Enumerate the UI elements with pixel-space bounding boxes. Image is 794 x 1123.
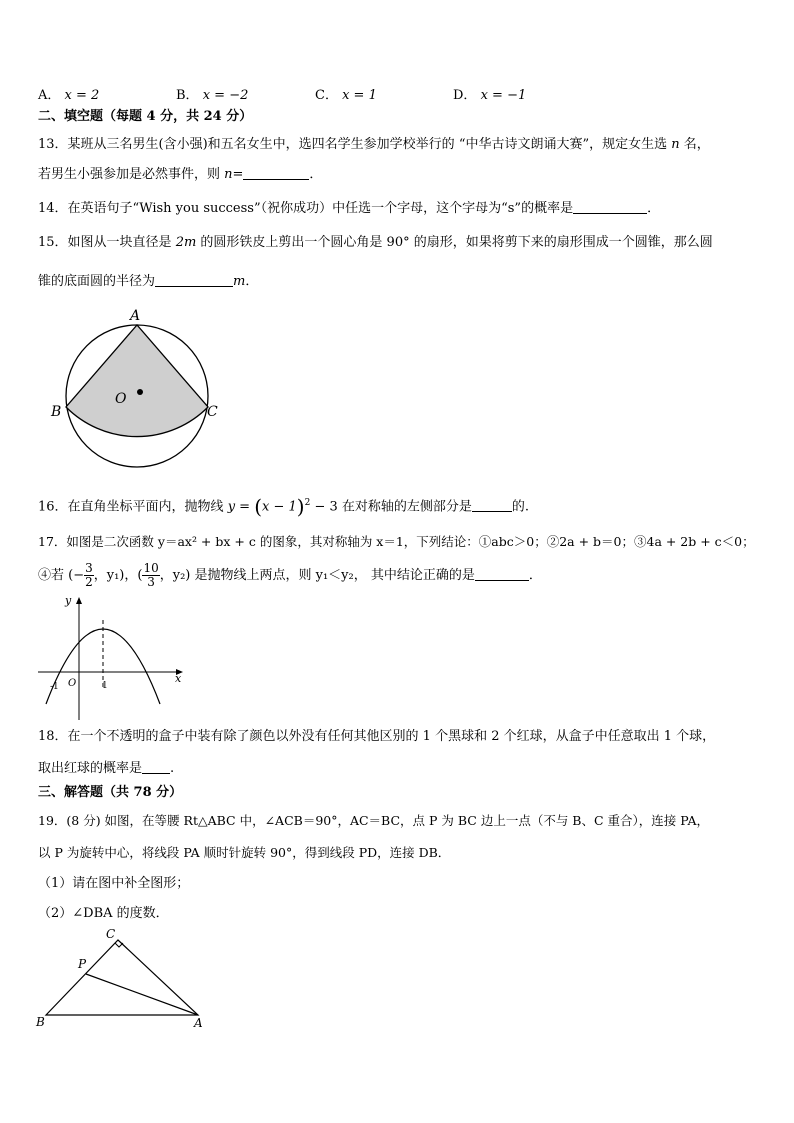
q13-text-b: 名， [679,137,710,152]
label-minus-one: -1 [50,682,59,692]
q16-line [38,494,530,519]
option-c[interactable] [315,84,377,103]
q16-text-a: 16．在直角坐标平面内，抛物线 [38,499,228,515]
parabola-curve [46,629,160,704]
center-dot [137,389,143,395]
q16-text-b: − 3 在对称轴的左侧部分是 [310,499,472,515]
q18-end: . [170,761,175,776]
label-o: O [68,678,77,689]
q17-end: ． [528,568,542,583]
q17-line2 [38,560,542,592]
right-angle-mark [115,943,123,947]
q17-figure-parabola [34,594,194,722]
q17-text-c: ，y₂) 是抛物线上两点，则 y₁＜y₂， 其中结论正确的是 [159,568,475,583]
option-a-label: A． [38,88,61,103]
q14-line [38,199,660,218]
q19-part2: （2）∠DBA 的度数． [38,906,169,921]
q19-line2: 以 P 为旋转中心，将线段 PA 顺时针旋转 90°，得到线段 PD，连接 DB． [38,845,451,860]
frac1-num: 3 [85,561,93,575]
section-title-fill-in: 二、填空题（每题 4 分，共 24 分） [38,109,253,124]
option-c-label: C． [315,88,338,103]
q13-eq: = [232,167,244,182]
option-b-label: B． [176,88,199,103]
triangle-abc [46,940,198,1015]
q19-part1: （1）请在图中补全图形； [38,876,190,891]
label-a: A [194,1016,203,1030]
label-one: 1 [102,681,108,691]
q15-text-c: 锥的底面圆的半径为 [38,274,156,289]
q15-text-b: 的圆形铁皮上剪出一个圆心角是 90° 的扇形，如果将剪下来的扇形围成一个圆锥，那么圆 [196,235,713,250]
q17-text-b: ，y₁)，( [93,568,143,583]
label-c: C [207,404,218,420]
q15-text-a: 15．如图从一块直径是 [38,235,176,250]
q15-line1 [38,234,713,252]
q13-answer-blank[interactable] [243,165,309,180]
q19-line1: 19．(8 分) 如图，在等腰 Rt△ABC 中，∠ACB＝90°，AC＝BC，点 P 为 BC 边上一点（不与 B、C 重合），连接 PA， [38,813,710,828]
q16-end: 的. [511,499,530,515]
option-c-expr: x = 1 [342,88,377,103]
label-b: B [51,404,62,420]
q13-var2: n [224,167,233,182]
q16-rparen: ) [296,494,305,519]
q18-text: 取出红球的概率是 [38,761,143,776]
q18-line2 [38,759,174,778]
sector-shape [66,325,208,437]
option-b-expr: x = −2 [202,88,249,103]
q19-figure-triangle [34,926,214,1030]
segment-pa [86,974,198,1015]
q15-figure-circle-sector [48,304,228,474]
y-axis-arrow [76,597,82,604]
q16-y: y [227,499,236,515]
frac2-num: 10 [143,561,159,575]
q13-text-c: 若男生小强参加是必然事件，则 [38,167,225,182]
q15-diameter: 2m [175,235,197,250]
label-c: C [106,927,116,941]
label-p: P [78,957,87,971]
q16-lparen: ( [254,494,263,519]
option-a[interactable] [38,84,99,103]
q15-answer-blank[interactable] [155,272,233,287]
option-d-label: D． [453,88,477,103]
q15-unit: m [233,274,246,289]
q16-square: 2 [304,498,311,508]
section-title-solve: 三、解答题（共 78 分） [38,785,183,800]
option-a-expr: x = 2 [64,88,100,103]
q15-line2 [38,272,258,291]
q18-line1: 18．在一个不透明的盒子中装有除了颜色以外没有任何其他区别的 1 个黑球和 2 个红球，从盒子中任意取出 1 个球， [38,729,716,744]
q16-eq: = [235,499,255,515]
label-o: O [115,391,127,407]
label-y: y [65,594,72,607]
q13-var: n [671,137,680,152]
q17-line1: 17．如图是二次函数 y＝ax² + bx + c 的图象，其对称轴为 x＝1，下列结论：①abc＞0；②2a + b＝0；③4a + 2b + c＜0； [38,534,755,549]
q18-answer-blank[interactable] [142,759,170,774]
q13-end: ． [309,167,323,182]
q13-text-a: 13．某班从三名男生(含小强)和五名女生中，选四名学生参加学校举行的 “中华古诗文朗诵大赛”，规定女生选 [38,137,672,152]
option-d[interactable] [453,84,526,103]
q14-text: 14．在英语句子“Wish you success”（祝你成功）中任选一个字母，这个字母为“s”的概率是 [38,201,574,216]
label-b: B [36,1015,45,1029]
option-b[interactable] [176,84,248,103]
q17-answer-blank[interactable] [475,566,529,581]
option-d-expr: x = −1 [480,88,527,103]
label-x: x [175,672,182,685]
q13-line1 [38,136,710,154]
q13-line2 [38,165,322,184]
q15-end: ． [245,274,259,289]
q14-answer-blank[interactable] [573,199,647,214]
q17-fraction-1 [84,562,94,589]
q17-text-a: ④若 (− [38,568,85,583]
q14-end: ． [647,201,661,216]
q16-answer-blank[interactable] [472,497,512,512]
q17-fraction-2 [142,562,159,589]
frac1-den: 2 [85,575,93,589]
label-a: A [130,308,141,324]
frac2-den: 3 [147,575,155,589]
q16-inner: x − 1 [262,499,297,515]
